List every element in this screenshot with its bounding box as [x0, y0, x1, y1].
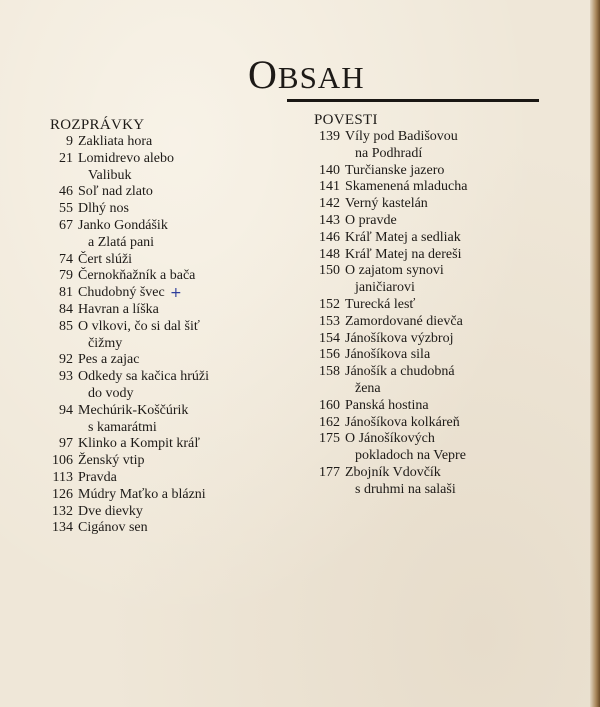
toc-title-line: O vlkovi, čo si dal šiť [78, 318, 200, 334]
toc-page-number: 154 [319, 330, 340, 346]
toc-title-line: Turčianske jazero [345, 162, 445, 178]
toc-title-line: Turecká lesť [345, 296, 416, 312]
book-spine-edge [590, 0, 600, 707]
toc-page-number: 67 [59, 217, 73, 233]
toc-page-number: 55 [59, 201, 73, 217]
toc-page-number: 93 [59, 369, 73, 385]
toc-page-number: 74 [59, 251, 73, 267]
toc-entry [50, 470, 285, 487]
toc-page-number: 160 [319, 397, 340, 413]
toc-page-number: 140 [319, 162, 340, 178]
toc-page-number: 97 [59, 436, 73, 452]
toc-entry [50, 285, 285, 302]
title-initial: O [248, 52, 278, 97]
toc-title-line: Kráľ Matej a sedliak [345, 229, 461, 245]
toc-entry-title [340, 297, 574, 314]
toc-page-number: 85 [59, 318, 73, 334]
toc-entry-title [340, 247, 574, 264]
toc-entry [50, 436, 285, 453]
toc-page-number: 134 [52, 520, 73, 536]
toc-title-line: Ženský vtip [78, 453, 145, 469]
toc-entry [314, 364, 574, 398]
toc-title-line: Jánošíkova kolkáreň [345, 414, 460, 430]
toc-title-line: Panská hostina [345, 397, 429, 413]
toc-page-number: 106 [52, 453, 73, 469]
toc-entry [50, 352, 285, 369]
entry-list [314, 129, 574, 499]
toc-title-line: Pravda [78, 469, 117, 485]
toc-title-line: Soľ nad zlato [78, 184, 153, 200]
toc-title-line: Pes a zajac [78, 352, 140, 368]
toc-title-continuation: janičiarovi [355, 280, 415, 296]
toc-page-number: 158 [319, 364, 340, 380]
toc-title-line: Kráľ Matej na dereši [345, 246, 462, 262]
toc-title-line: Čert slúži [78, 251, 133, 267]
toc-entry-title [73, 520, 285, 537]
toc-entry [314, 213, 574, 230]
toc-title-continuation: čižmy [88, 335, 123, 351]
title-rule [287, 99, 539, 102]
toc-page-number: 177 [319, 464, 340, 480]
toc-title-line: Múdry Maťko a blázni [78, 486, 206, 502]
toc-entry [314, 196, 574, 213]
toc-title-line: Mechúrik-Koščúrik [78, 402, 189, 418]
toc-page-number: 81 [59, 285, 73, 301]
left-column [50, 117, 285, 537]
toc-entry [314, 263, 574, 297]
right-column [314, 112, 574, 499]
toc-title-line: Zamordované dievča [345, 313, 463, 329]
toc-entry [50, 201, 285, 218]
toc-title-line: Dve dievky [78, 503, 143, 519]
toc-title-continuation: pokladoch na Vepre [355, 448, 466, 464]
toc-page-number: 84 [59, 301, 73, 317]
toc-title-line: Cigánov sen [78, 520, 148, 536]
toc-entry [314, 163, 574, 180]
toc-entry [50, 403, 285, 437]
toc-entry-title [73, 352, 285, 369]
toc-entry-title [340, 364, 574, 398]
toc-entry-title [73, 369, 285, 403]
toc-title-line: Odkedy sa kačica hrúži [78, 369, 209, 385]
toc-title-line: Chudobný švec [78, 285, 165, 301]
toc-entry [314, 415, 574, 432]
toc-entry-title [73, 201, 285, 218]
toc-entry [314, 297, 574, 314]
toc-entry-title [73, 470, 285, 487]
toc-entry-title [73, 487, 285, 504]
toc-entry [50, 184, 285, 201]
title-rest: BSAH [277, 60, 365, 95]
toc-title-continuation: do vody [88, 385, 134, 401]
toc-title-line: Jánošík a chudobná [345, 364, 455, 380]
toc-title-line: Zakliata hora [78, 134, 153, 149]
toc-title-continuation: s druhmi na salaši [355, 481, 456, 497]
toc-entry-title [340, 213, 574, 230]
toc-page-number: 143 [319, 212, 340, 228]
toc-entry-title [73, 453, 285, 470]
toc-page-number: 156 [319, 347, 340, 363]
toc-page-number: 153 [319, 313, 340, 329]
toc-entry-title [340, 196, 574, 213]
toc-title-line: O pravde [345, 212, 397, 228]
toc-page-number: 175 [319, 431, 340, 447]
toc-entry-title [73, 436, 285, 453]
toc-entry [314, 129, 574, 163]
toc-page-number: 150 [319, 263, 340, 279]
toc-entry [50, 487, 285, 504]
section-heading: POVESTI [314, 112, 378, 128]
toc-entry-title [340, 347, 574, 364]
toc-entry-title [73, 218, 285, 252]
toc-entry [50, 134, 285, 151]
toc-title-line: Jánošíkova výzbroj [345, 330, 454, 346]
toc-page-number: 139 [319, 129, 340, 144]
toc-page-number: 132 [52, 503, 73, 519]
toc-title-line: Klinko a Kompit kráľ [78, 436, 200, 452]
toc-page-number: 142 [319, 196, 340, 212]
toc-entry [314, 398, 574, 415]
toc-entry [314, 347, 574, 364]
toc-entry [314, 230, 574, 247]
toc-page-number: 152 [319, 296, 340, 312]
toc-entry [50, 319, 285, 353]
toc-title-line: Verný kastelán [345, 196, 428, 212]
entry-list [50, 134, 285, 537]
toc-entry [50, 268, 285, 285]
toc-entry-title [73, 302, 285, 319]
toc-title-line: Janko Gondášik [78, 217, 168, 233]
toc-entry-title [340, 465, 574, 499]
toc-entry-title [340, 179, 574, 196]
toc-entry-title [340, 230, 574, 247]
toc-entry [314, 465, 574, 499]
toc-title-continuation: žena [355, 380, 381, 396]
toc-entry [50, 369, 285, 403]
toc-page-number: 94 [59, 402, 73, 418]
toc-entry [314, 247, 574, 264]
toc-entry [314, 314, 574, 331]
toc-entry [314, 331, 574, 348]
section-heading: ROZPRÁVKY [50, 117, 145, 133]
toc-title-continuation: a Zlatá pani [88, 234, 155, 250]
toc-page-number: 9 [66, 134, 73, 149]
toc-page-number: 79 [59, 268, 73, 284]
toc-title-line: Zbojník Vdovčík [345, 464, 441, 480]
toc-title-continuation: Valibuk [88, 167, 132, 183]
toc-page-number: 162 [319, 414, 340, 430]
toc-entry-title [340, 129, 574, 163]
toc-entry-title [73, 184, 285, 201]
toc-entry [50, 252, 285, 269]
toc-page-number: 46 [59, 184, 73, 200]
toc-entry [50, 504, 285, 521]
toc-title-line: O zajatom synovi [345, 263, 444, 279]
toc-page-number: 126 [52, 486, 73, 502]
toc-entry-title [73, 134, 285, 151]
toc-entry [50, 151, 285, 185]
toc-entry-title [73, 504, 285, 521]
toc-entry-title [340, 331, 574, 348]
toc-entry-title [73, 268, 285, 285]
toc-title-line: Jánošíkova sila [345, 347, 431, 363]
toc-entry-title [73, 319, 285, 353]
toc-title-continuation: s kamarátmi [88, 419, 157, 435]
toc-title-line: Skamenená mladucha [345, 179, 468, 195]
toc-entry [314, 179, 574, 196]
toc-entry-title [340, 398, 574, 415]
toc-entry [50, 302, 285, 319]
toc-entry [50, 218, 285, 252]
toc-title-line: Dlhý nos [78, 201, 129, 217]
toc-entry [314, 431, 574, 465]
toc-entry-title [73, 151, 285, 185]
toc-entry [50, 520, 285, 537]
toc-title-line: Černokňažník a bača [78, 268, 196, 284]
toc-page-number: 141 [319, 179, 340, 195]
toc-page-number: 113 [52, 469, 73, 485]
toc-entry-title [73, 403, 285, 437]
toc-entry-title [340, 263, 574, 297]
toc-page-number: 92 [59, 352, 73, 368]
toc-page-number: 148 [319, 246, 340, 262]
toc-entry [50, 453, 285, 470]
toc-title-line: Lomidrevo alebo [78, 150, 175, 166]
page-title [248, 52, 365, 101]
toc-page-number: 146 [319, 229, 340, 245]
toc-entry-title [340, 314, 574, 331]
toc-title-continuation: na Podhradí [355, 145, 423, 161]
toc-page-number: 21 [59, 150, 73, 166]
toc-title-line: Víly pod Badišovou [345, 129, 458, 144]
toc-title-line: O Jánošíkových [345, 431, 435, 447]
toc-entry-title [340, 163, 574, 180]
toc-entry-title [340, 415, 574, 432]
toc-entry-title [340, 431, 574, 465]
toc-entry-title [73, 252, 285, 269]
handwritten-cross-mark: + [170, 285, 182, 301]
toc-title-line: Havran a líška [78, 301, 159, 317]
